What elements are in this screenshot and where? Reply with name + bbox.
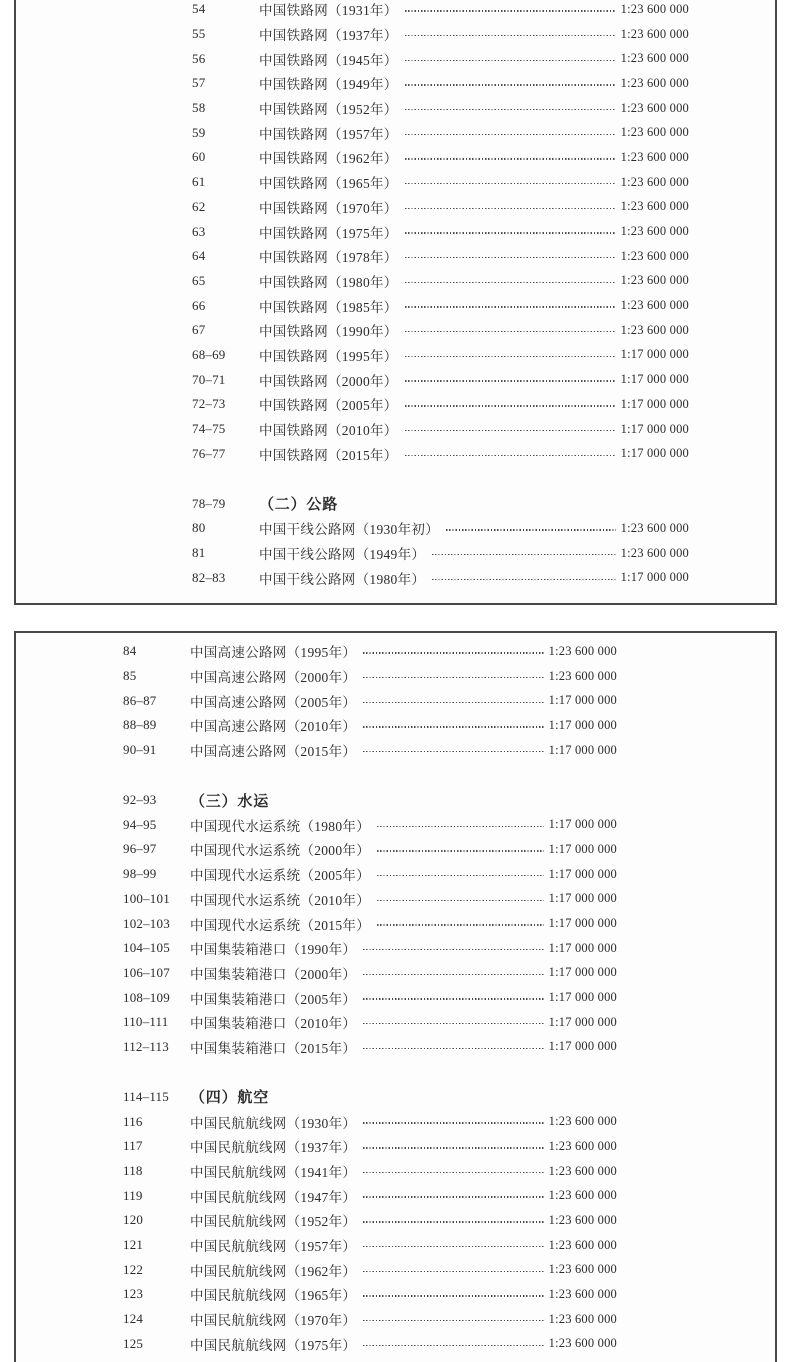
toc-entry-list [16,633,775,1356]
page-number: 74–75 [192,421,226,437]
map-scale: 1:17 000 000 [548,693,617,708]
page-number: 120 [123,1212,144,1228]
entry-title: 中国民航航线网（1962年） [190,1263,357,1279]
page-number: 76–77 [192,445,226,461]
dot-leader [363,751,543,752]
map-scale: 1:17 000 000 [620,372,689,387]
map-scale: 1:17 000 000 [548,717,617,732]
toc-entry-row [192,269,689,294]
page-number: 59 [192,124,206,140]
map-scale: 1:17 000 000 [548,916,617,931]
map-scale: 1:23 600 000 [620,26,689,41]
dot-leader [363,1048,543,1049]
page-number: 98–99 [123,866,157,882]
entry-title: 中国干线公路网（1949年） [259,547,426,563]
page-number: 123 [123,1286,144,1302]
toc-entry-row [123,985,617,1010]
page-number: 63 [192,223,206,239]
toc-entry-row [192,244,689,269]
page-number: 81 [192,545,206,561]
toc-entry-row [123,1010,617,1035]
toc-section-row [123,1085,617,1110]
page-number: 122 [123,1261,144,1277]
toc-entry-row [192,318,689,343]
section-title: （四）航空 [190,1090,270,1107]
toc-entry-row [123,664,617,689]
entry-title: 中国集装箱港口（2005年） [190,991,357,1007]
toc-entry-row [123,812,617,837]
page-number: 54 [192,1,206,17]
entry-title: 中国铁路网（1931年） [259,3,398,19]
entry-title: 中国干线公路网（1980年） [259,571,426,587]
page-number: 66 [192,297,206,313]
entry-title: 中国民航航线网（1970年） [190,1313,357,1329]
dot-leader [363,949,543,950]
dot-leader [405,35,616,36]
page-number: 67 [192,322,206,338]
toc-entry-row [192,392,689,417]
map-scale: 1:23 600 000 [548,1262,617,1277]
page-number: 80 [192,520,206,536]
page-number: 92–93 [123,792,157,808]
dot-leader [432,554,615,555]
dot-leader [363,726,543,727]
map-scale: 1:23 600 000 [620,248,689,263]
entry-title: 中国铁路网（1980年） [259,274,398,290]
toc-entry-row [192,170,689,195]
dot-leader [363,1122,543,1123]
page-number: 55 [192,26,206,42]
entry-title: 中国铁路网（1970年） [259,200,398,216]
map-scale: 1:23 600 000 [620,298,689,313]
map-scale: 1:23 600 000 [620,224,689,239]
map-scale: 1:23 600 000 [548,1286,617,1301]
toc-entry-row [192,565,689,590]
dot-leader [363,1271,543,1272]
map-scale: 1:17 000 000 [620,446,689,461]
page-number: 62 [192,198,206,214]
dot-leader [432,579,615,580]
entry-title: 中国铁路网（2010年） [259,423,398,439]
entry-title: 中国民航航线网（1957年） [190,1239,357,1255]
map-scale: 1:23 600 000 [548,1163,617,1178]
map-scale: 1:23 600 000 [620,1,689,16]
dot-leader [405,430,616,431]
dot-leader [363,998,543,999]
map-scale: 1:23 600 000 [620,199,689,214]
toc-section-row [123,788,617,813]
page-number: 94–95 [123,816,157,832]
dot-leader [363,652,543,653]
entry-title: 中国现代水运系统（2010年） [190,892,370,908]
entry-title: 中国民航航线网（1965年） [190,1288,357,1304]
entry-title: 中国铁路网（1937年） [259,28,398,44]
entry-title: 中国现代水运系统（2015年） [190,917,370,933]
entry-title: 中国铁路网（1985年） [259,299,398,315]
toc-entry-row [192,541,689,566]
dot-leader [363,1246,543,1247]
toc-entry-row [123,862,617,887]
dot-leader [363,702,543,703]
toc-entry-row [192,219,689,244]
map-scale: 1:23 600 000 [620,322,689,337]
page-number: 56 [192,50,206,66]
toc-entry-list [16,0,775,590]
map-scale: 1:23 600 000 [620,51,689,66]
dot-leader [405,356,616,357]
toc-entry-row [192,367,689,392]
map-scale: 1:23 600 000 [620,174,689,189]
map-scale: 1:23 600 000 [548,1311,617,1326]
entry-title: 中国现代水运系统（1980年） [190,818,370,834]
page-number: 102–103 [123,915,170,931]
dot-leader [405,10,616,11]
dot-leader [363,1196,543,1197]
entry-title: 中国铁路网（2005年） [259,398,398,414]
dot-leader [405,109,616,110]
dot-leader [405,455,616,456]
toc-entry-row [192,195,689,220]
page-number: 88–89 [123,717,157,733]
dot-leader [405,405,616,406]
toc-entry-row [123,1035,617,1060]
dot-leader [405,331,616,332]
page-number: 90–91 [123,742,157,758]
entry-title: 中国铁路网（1975年） [259,225,398,241]
page-number: 72–73 [192,396,226,412]
toc-entry-row [192,516,689,541]
entry-title: 中国铁路网（1990年） [259,324,398,340]
page-number: 124 [123,1311,144,1327]
map-scale: 1:17 000 000 [548,817,617,832]
dot-leader [446,529,616,530]
toc-entry-row [192,293,689,318]
page-number: 125 [123,1335,144,1351]
page-number: 108–109 [123,989,170,1005]
page-number: 78–79 [192,495,226,511]
page-number: 68–69 [192,346,226,362]
entry-title: 中国高速公路网（2015年） [190,744,357,760]
entry-title: 中国干线公路网（1930年初） [259,522,439,538]
entry-title: 中国集装箱港口（2015年） [190,1040,357,1056]
dot-leader [405,134,616,135]
entry-title: 中国铁路网（1962年） [259,151,398,167]
toc-entry-row [192,343,689,368]
map-scale: 1:23 600 000 [620,125,689,140]
entry-title: 中国铁路网（2015年） [259,447,398,463]
dot-leader [405,282,616,283]
map-scale: 1:17 000 000 [548,1014,617,1029]
toc-entry-row [192,441,689,466]
page-number: 84 [123,643,137,659]
page-number: 121 [123,1237,144,1253]
page-number: 110–111 [123,1014,169,1030]
entry-title: 中国铁路网（1995年） [259,348,398,364]
map-scale: 1:17 000 000 [620,396,689,411]
page-number: 119 [123,1187,143,1203]
toc-entry-row [123,1208,617,1233]
entry-title: 中国民航航线网（1947年） [190,1189,357,1205]
map-scale: 1:17 000 000 [548,965,617,980]
section-title: （三）水运 [190,793,270,810]
map-scale: 1:23 600 000 [620,149,689,164]
dot-leader [377,875,544,876]
page-number: 58 [192,100,206,116]
dot-leader [363,1172,543,1173]
page-number: 57 [192,75,206,91]
entry-title: 中国铁路网（1965年） [259,176,398,192]
map-scale: 1:23 600 000 [620,75,689,90]
entry-title: 中国高速公路网（2005年） [190,694,357,710]
map-scale: 1:17 000 000 [620,421,689,436]
toc-entry-row [123,961,617,986]
map-scale: 1:23 600 000 [620,100,689,115]
dot-leader [363,1221,543,1222]
toc-section-row [192,491,689,516]
entry-title: 中国现代水运系统（2000年） [190,843,370,859]
entry-title: 中国民航航线网（1937年） [190,1140,357,1156]
entry-title: 中国铁路网（1957年） [259,126,398,142]
toc-entry-row [192,96,689,121]
page-number: 82–83 [192,569,226,585]
dot-leader [363,1147,543,1148]
dot-leader [377,900,544,901]
toc-entry-row [123,837,617,862]
entry-title: 中国高速公路网（1995年） [190,645,357,661]
dot-leader [377,924,544,925]
entry-title: 中国高速公路网（2010年） [190,719,357,735]
page-number: 118 [123,1163,143,1178]
map-scale: 1:17 000 000 [620,347,689,362]
entry-title: 中国民航航线网（1952年） [190,1214,357,1230]
toc-entry-row [192,22,689,47]
entry-title: 中国铁路网（2000年） [259,373,398,389]
page-number: 106–107 [123,964,170,980]
entry-title: 中国集装箱港口（1990年） [190,942,357,958]
toc-entry-row [123,1307,617,1332]
map-scale: 1:23 600 000 [548,1114,617,1129]
toc-entry-row [123,1109,617,1134]
page-number: 85 [123,668,137,684]
map-scale: 1:23 600 000 [620,273,689,288]
toc-entry-row [123,1257,617,1282]
toc-entry-row [192,0,689,22]
dot-leader [405,208,616,209]
entry-title: 中国民航航线网（1930年） [190,1115,357,1131]
toc-entry-row [192,71,689,96]
toc-entry-row [123,688,617,713]
toc-entry-row [123,1233,617,1258]
toc-entry-row [192,417,689,442]
dot-leader [363,1023,543,1024]
page-number: 65 [192,272,206,288]
dot-leader [405,306,616,307]
toc-entry-row [192,145,689,170]
entry-title: 中国现代水运系统（2005年） [190,868,370,884]
toc-entry-row [123,639,617,664]
dot-leader [363,677,543,678]
entry-title: 中国铁路网（1978年） [259,250,398,266]
map-scale: 1:23 600 000 [548,1138,617,1153]
page-number: 116 [123,1113,143,1129]
dot-leader [405,60,616,61]
toc-entry-row [123,1183,617,1208]
map-scale: 1:23 600 000 [620,520,689,535]
dot-leader [363,974,543,975]
map-scale: 1:23 600 000 [548,1336,617,1351]
toc-entry-row [192,46,689,71]
toc-entry-row [123,1159,617,1184]
page-number: 117 [123,1138,143,1154]
page-number: 112–113 [123,1038,169,1054]
toc-entry-row [123,886,617,911]
dot-leader [405,232,616,233]
toc-entry-row [123,1282,617,1307]
entry-title: 中国铁路网（1949年） [259,77,398,93]
map-scale: 1:17 000 000 [548,940,617,955]
entry-title: 中国高速公路网（2000年） [190,670,357,686]
toc-entry-row [123,1134,617,1159]
dot-leader [405,84,616,85]
entry-title: 中国集装箱港口（2000年） [190,966,357,982]
dot-leader [363,1320,543,1321]
page-number: 100–101 [123,890,170,906]
map-scale: 1:23 600 000 [620,545,689,560]
toc-entry-row [123,911,617,936]
toc-page-top [14,0,777,605]
map-scale: 1:17 000 000 [548,1039,617,1054]
map-scale: 1:17 000 000 [548,891,617,906]
entry-title: 中国集装箱港口（2010年） [190,1016,357,1032]
page-number: 60 [192,149,206,165]
dot-leader [405,380,616,381]
page-number: 70–71 [192,371,226,387]
dot-leader [363,1345,543,1346]
page-number: 114–115 [123,1088,169,1104]
section-title: （二）公路 [259,497,339,514]
page-number: 96–97 [123,841,157,857]
map-scale: 1:17 000 000 [620,570,689,585]
page-number: 61 [192,174,206,190]
toc-entry-row [192,120,689,145]
toc-entry-row [123,713,617,738]
map-scale: 1:23 600 000 [548,668,617,683]
dot-leader [377,826,544,827]
map-scale: 1:17 000 000 [548,990,617,1005]
dot-leader [405,183,616,184]
map-scale: 1:23 600 000 [548,643,617,658]
entry-title: 中国民航航线网（1975年） [190,1337,357,1353]
map-scale: 1:17 000 000 [548,841,617,856]
entry-title: 中国铁路网（1945年） [259,52,398,68]
page-number: 64 [192,248,206,264]
toc-entry-row [123,936,617,961]
page-number: 86–87 [123,692,157,708]
map-scale: 1:23 600 000 [548,1237,617,1252]
dot-leader [405,257,616,258]
entry-title: 中国铁路网（1952年） [259,102,398,118]
dot-leader [377,850,544,851]
toc-entry-row [123,1331,617,1356]
toc-page-bottom [14,631,777,1362]
map-scale: 1:17 000 000 [548,866,617,881]
dot-leader [363,1295,543,1296]
toc-entry-row [123,738,617,763]
dot-leader [405,158,616,159]
map-scale: 1:23 600 000 [548,1212,617,1227]
entry-title: 中国民航航线网（1941年） [190,1165,357,1180]
map-scale: 1:17 000 000 [548,742,617,757]
page-number: 104–105 [123,940,170,956]
map-scale: 1:23 600 000 [548,1188,617,1203]
